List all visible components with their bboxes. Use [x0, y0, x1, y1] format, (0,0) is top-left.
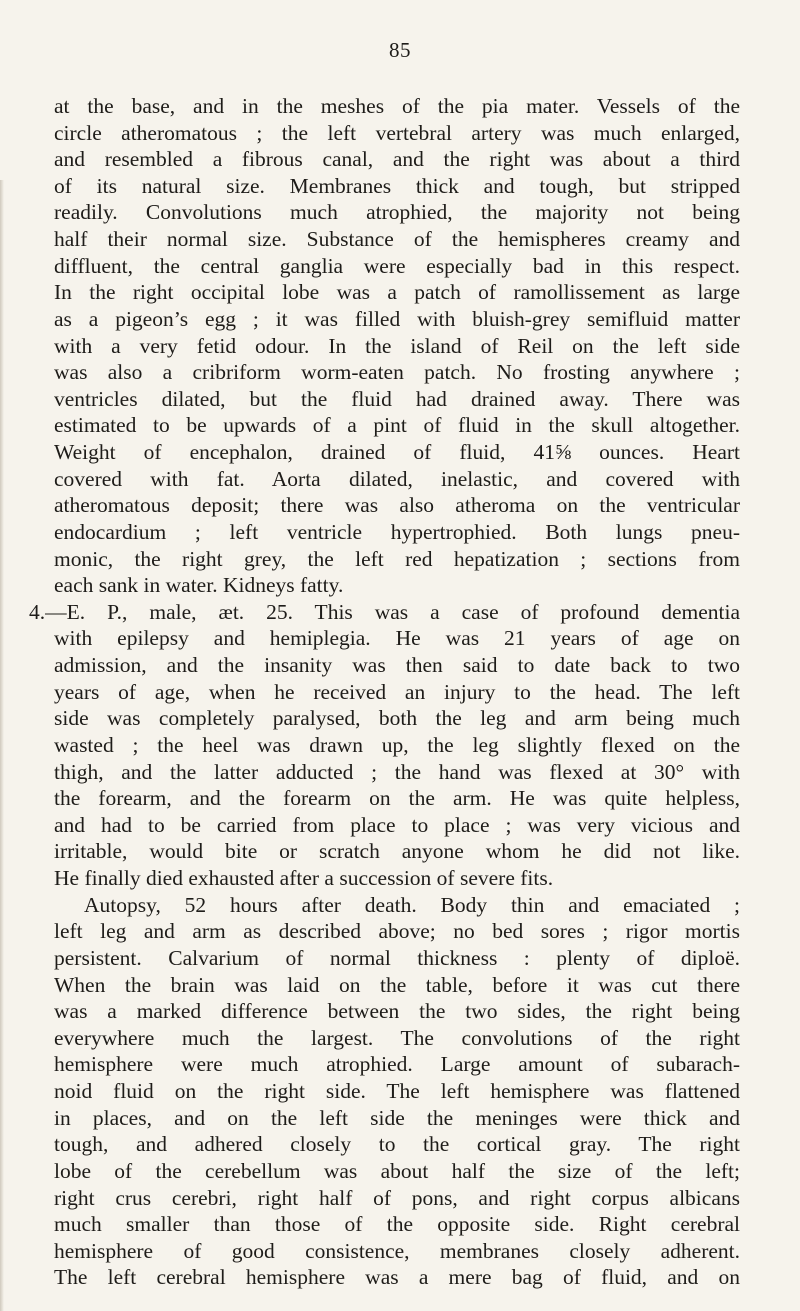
- text-line: diffluent, the central ganglia were especially bad in this respect.: [54, 253, 740, 278]
- text-line: readily. Convolutions much atrophied, the majority not being: [54, 200, 740, 225]
- text-line: everywhere much the largest. The convolutions of the right: [54, 1025, 740, 1050]
- text-line: left leg and arm as described above; no bed sores ; rigor mortis: [54, 919, 740, 944]
- text-line: irritable, would bite or scratch anyone whom he did not like.: [54, 839, 740, 864]
- text-line: monic, the right grey, the left red hepatization ; sections from: [54, 546, 740, 571]
- text-line: of its natural size. Membranes thick and tough, but stripped: [54, 173, 740, 198]
- text-line: lobe of the cerebellum was about half the size of the left;: [54, 1158, 740, 1183]
- text-line: as a pigeon’s egg ; it was filled with bluish-grey semifluid matter: [54, 306, 740, 331]
- text-line: with a very fetid odour. In the island of Reil on the left side: [54, 333, 740, 358]
- text-line: Weight of encephalon, drained of fluid, 41⅝ ounces. Heart: [54, 440, 740, 465]
- text-line: atheromatous deposit; there was also atheroma on the ventricular: [54, 493, 740, 518]
- text-line: ventricles dilated, but the fluid had drained away. There was: [54, 386, 740, 411]
- case-heading-line: 4.—E. P., male, æt. 25. This was a case of profound dementia: [29, 599, 740, 624]
- text-line: each sank in water. Kidneys fatty.: [54, 573, 344, 598]
- text-line: was also a cribriform worm-eaten patch. No frosting anywhere ;: [54, 360, 740, 385]
- text-line: persistent. Calvarium of normal thickness : plenty of diploë.: [54, 945, 740, 970]
- text-line: hemisphere of good consistence, membranes closely adherent.: [54, 1238, 740, 1263]
- text-line: hemisphere were much atrophied. Large amount of subarach-: [54, 1052, 740, 1077]
- text-line: much smaller than those of the opposite side. Right cerebral: [54, 1212, 740, 1237]
- text-line: side was completely paralysed, both the leg and arm being much: [54, 706, 740, 731]
- text-line: estimated to be upwards of a pint of fluid in the skull altogether.: [54, 413, 740, 438]
- text-line: tough, and adhered closely to the cortical gray. The right: [54, 1132, 740, 1157]
- page-binding-edge: [0, 180, 4, 1311]
- text-line: The left cerebral hemisphere was a mere bag of fluid, and on: [54, 1265, 740, 1290]
- text-line: and resembled a fibrous canal, and the right was about a third: [54, 147, 740, 172]
- text-line: at the base, and in the meshes of the pia mater. Vessels of the: [54, 94, 740, 118]
- text-line: He finally died exhausted after a succession of severe fits.: [54, 866, 554, 891]
- text-line: wasted ; the heel was drawn up, the leg slightly flexed on the: [54, 732, 740, 757]
- text-line: admission, and the insanity was then said to date back to two: [54, 653, 740, 678]
- text-line: with epilepsy and hemiplegia. He was 21 years of age on: [54, 626, 740, 651]
- text-line: in places, and on the left side the meninges were thick and: [54, 1105, 740, 1130]
- text-line: right crus cerebri, right half of pons, and right corpus albicans: [54, 1185, 740, 1210]
- text-line: thigh, and the latter adducted ; the hand was flexed at 30° with: [54, 759, 740, 784]
- text-line: When the brain was laid on the table, before it was cut there: [54, 972, 740, 997]
- text-line: circle atheromatous ; the left vertebral artery was much enlarged,: [54, 120, 740, 145]
- text-line: years of age, when he received an injury to the head. The left: [54, 679, 740, 704]
- text-line: noid fluid on the right side. The left hemisphere was flattened: [54, 1079, 740, 1104]
- text-line: the forearm, and the forearm on the arm. He was quite helpless,: [54, 786, 740, 811]
- text-line: endocardium ; left ventricle hypertrophied. Both lungs pneu-: [54, 519, 740, 544]
- page-number: 85: [389, 38, 411, 62]
- text-line: In the right occipital lobe was a patch of ramollissement as large: [54, 280, 740, 305]
- text-line: was a marked difference between the two sides, the right being: [54, 999, 740, 1024]
- text-line: covered with fat. Aorta dilated, inelastic, and covered with: [54, 466, 740, 491]
- paragraph-start-line: Autopsy, 52 hours after death. Body thin and emaciated ;: [84, 892, 740, 917]
- text-line: and had to be carried from place to place ; was very vicious and: [54, 812, 740, 837]
- text-line: half their normal size. Substance of the hemispheres creamy and: [54, 227, 740, 252]
